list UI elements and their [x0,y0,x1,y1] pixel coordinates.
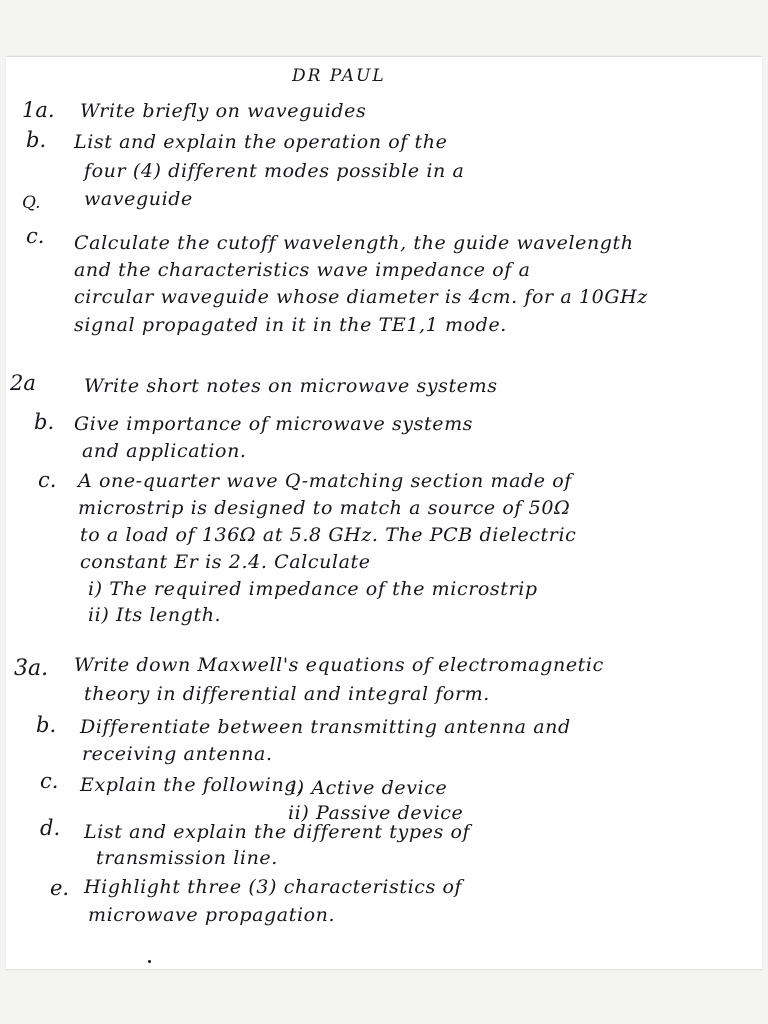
q3e-line-2: microwave propagation. [88,904,336,926]
q2c-line-4: constant Er is 2.4. Calculate [80,551,371,573]
q2c-label: c. [38,468,57,492]
q3c-item-2: ii) Passive device [288,802,464,824]
stray-pen-dot [148,960,151,963]
q2b-line-1: Give importance of microwave systems [74,413,474,435]
q2b-line-2: and application. [82,440,247,462]
q2a-text: Write short notes on microwave systems [84,375,498,397]
q1b-label: b. [26,128,47,152]
q1c-line-2: and the characteristics wave impedance of a [74,259,531,281]
q3d-line-2: transmission line. [96,847,278,869]
q3c-label: c. [40,769,59,793]
q1c-label: c. [26,224,45,248]
q3d-line-1: List and explain the different types of [84,821,471,843]
q1b-line-2: four (4) different modes possible in a [84,160,465,182]
page-title: DR PAUL [292,66,386,86]
q3a-label: 3a. [14,656,49,681]
q3b-line-2: receiving antenna. [82,743,273,765]
q1a-label: 1a. [22,98,55,122]
q1b-margin-mark: Q. [22,193,41,213]
q2c-item-2: ii) Its length. [88,604,222,626]
q3b-label: b. [36,713,57,737]
q3a-line-2: theory in differential and integral form. [84,683,490,705]
q1a-text: Write briefly on waveguides [80,100,367,122]
q1c-line-1: Calculate the cutoff wavelength, the guide wavelength [74,232,634,254]
q1c-line-4: signal propagated in it in the TE1,1 mode. [74,314,507,336]
q2c-line-1: A one-quarter wave Q-matching section made of [78,470,572,492]
q1c-line-3: circular waveguide whose diameter is 4cm. for a 10GHz [74,286,648,308]
q3e-label: e. [50,876,70,900]
q1b-line-3: waveguide [84,188,193,210]
q3c-item-1: i) Active device [290,777,448,799]
q2a-label: 2a [10,371,36,395]
q1b-line-1: List and explain the operation of the [74,131,448,153]
q2c-line-2: microstrip is designed to match a source of 50Ω [78,497,571,519]
q3e-line-1: Highlight three (3) characteristics of [84,876,463,898]
q3a-line-1: Write down Maxwell's equations of electromagnetic [74,654,604,676]
q3d-label: d. [40,816,61,840]
q2b-label: b. [34,410,55,434]
q2c-line-3: to a load of 136Ω at 5.8 GHz. The PCB dielectric [80,524,577,546]
q3c-text: Explain the following, [80,774,304,796]
q3b-line-1: Differentiate between transmitting antenna and [80,716,571,738]
q2c-item-1: i) The required impedance of the microstrip [88,578,538,600]
